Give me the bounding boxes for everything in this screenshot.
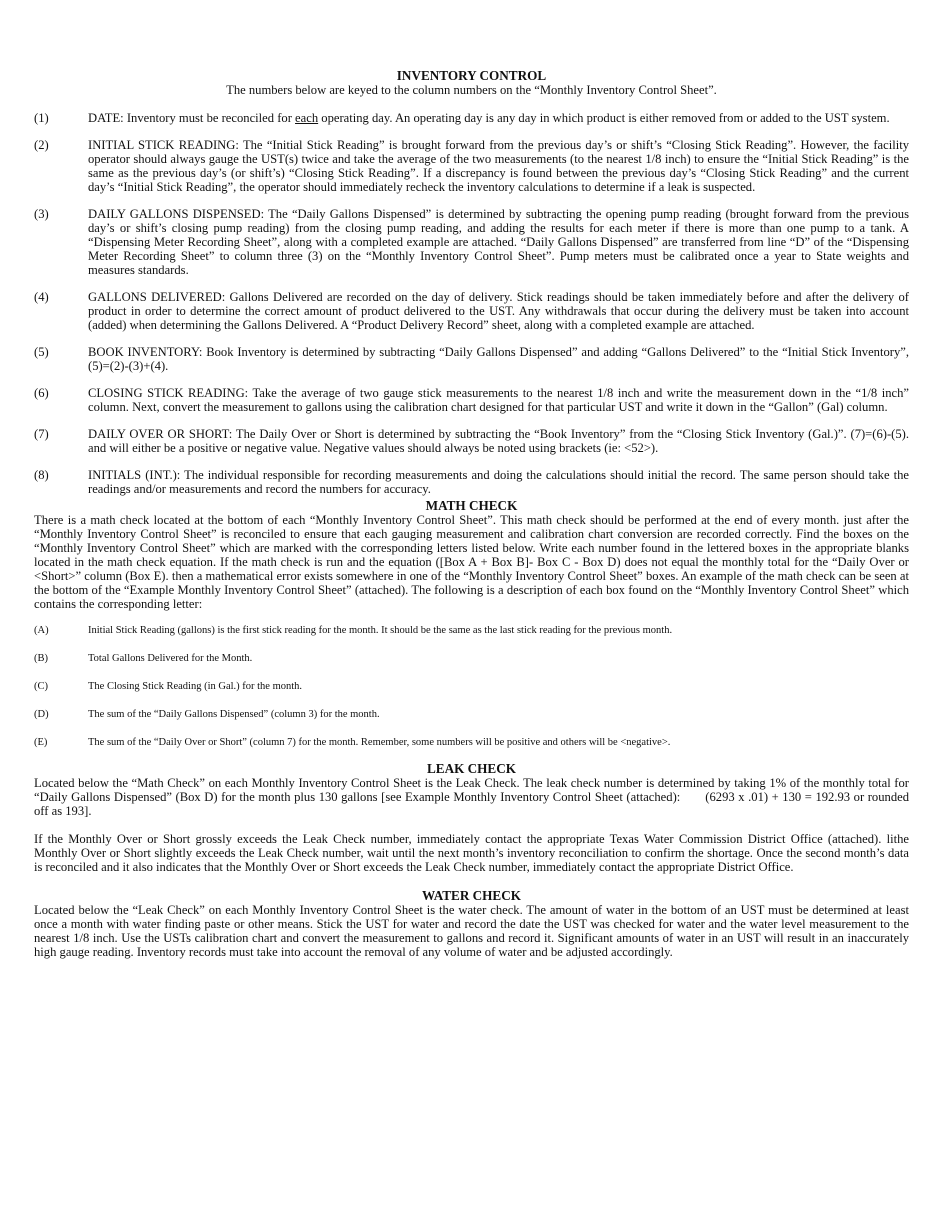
item-text: CLOSING STICK READING: Take the average of two gauge stick measurements to the nearest 1/8 inch and write the measurement down in the “1/8 inch” column. Next, convert the measurement to gallons using the calibration chart designed for that particular UST and write it down in the “Gallon” (Gal) column. <box>88 386 909 414</box>
list-item <box>34 290 909 332</box>
box-label: (E) <box>34 737 48 748</box>
box-text: The sum of the “Daily Over or Short” (column 7) for the month. Remember, some numbers will be positive and others will be <negative>. <box>88 737 671 748</box>
item-text: INITIAL STICK READING: The “Initial Stick Reading” is brought forward from the previous day’s or shift’s “Closing Stick Reading”. However, the facility operator should always gauge the UST(s) twice and take the average of the two measurements (to the nearest 1/8 inch) to ensure the “Initial Stick Reading” is the same as the previous day’s (or shift’s) “Closing Stick Reading”. If a discrepancy is found between the previous day’s “Closing Stick Reading” and the current day’s “Initial Stick Reading”, the operator should immediately recheck the inventory calculations to determine if a leak is suspected. <box>88 138 909 194</box>
box-item <box>34 625 909 637</box>
item-text <box>88 111 909 125</box>
box-label: (C) <box>34 681 48 692</box>
document-page <box>34 68 913 959</box>
math-check-heading: MATH CHECK <box>425 498 518 513</box>
box-item <box>34 653 909 665</box>
item-number: (7) <box>34 427 49 441</box>
box-text: Total Gallons Delivered for the Month. <box>88 653 253 664</box>
item-text: GALLONS DELIVERED: Gallons Delivered are recorded on the day of delivery. Stick readings should be taken immediately before and after the delivery of product in order to determine the correct amount of product delivered to the UST. Any withdrawals that occur during the delivery must be taken into account (added) when determining the Gallons Delivered. A “Product Delivery Record” sheet, along with a completed example are attached. <box>88 290 909 332</box>
item-number: (2) <box>34 138 49 152</box>
list-item <box>34 386 909 414</box>
item-text-pre: DATE: Inventory must be reconciled for <box>88 111 296 125</box>
box-item <box>34 681 909 693</box>
list-item <box>34 468 909 496</box>
list-item <box>34 207 909 277</box>
box-text: The Closing Stick Reading (in Gal.) for the month. <box>88 681 303 692</box>
item-number: (8) <box>34 468 49 482</box>
box-label: (A) <box>34 625 49 636</box>
water-check-body: Located below the “Leak Check” on each Monthly Inventory Control Sheet is the water check. The amount of water in the bottom of an UST must be determined at least once a month with water finding paste or other means. Stick the UST for water and record the date the UST was checked for water and the water level measurement to the nearest 1/8 inch. Use the USTs calibration chart and convert the measurement to gallons and record it. Significant amounts of water in an UST will result in an inaccurately high gauge reading. Inventory records must take into account the removal of any volume of water and be adjusted accordingly. <box>34 903 909 959</box>
item-text-post: operating day. An operating day is any day in which product is either removed from or added to the UST system. <box>318 111 890 125</box>
box-text: The sum of the “Daily Gallons Dispensed” (column 3) for the month. <box>88 709 380 720</box>
page-title: INVENTORY CONTROL <box>396 68 547 83</box>
box-label: (B) <box>34 653 48 664</box>
item-number: (1) <box>34 111 49 125</box>
list-item <box>34 111 909 125</box>
list-item <box>34 138 909 194</box>
leak-check-paragraph-1: Located below the “Math Check” on each Monthly Inventory Control Sheet is the Leak Check. The leak check number is determined by taking 1% of the monthly total for “Daily Gallons Dispensed” (Box D) for the month plus 130 gallons [see Example Monthly Inventory Control Sheet (attached): (6293 x .01) + 130 = 192.93 or rounded off as 193]. <box>34 776 913 818</box>
leak-check-heading: LEAK CHECK <box>426 761 517 776</box>
box-text: Initial Stick Reading (gallons) is the first stick reading for the month. It should be the same as the last stick reading for the previous month. <box>88 625 673 636</box>
item-number: (4) <box>34 290 49 304</box>
item-number: (5) <box>34 345 49 359</box>
box-item <box>34 737 909 749</box>
item-number: (3) <box>34 207 49 221</box>
item-text: INITIALS (INT.): The individual responsible for recording measurements and doing the calculations should initial the record. The same person should take the readings and/or measurements and record the numbers for accuracy. <box>88 468 909 496</box>
page-subtitle: The numbers below are keyed to the column numbers on the “Monthly Inventory Control Sheet”. <box>226 83 717 97</box>
item-text: DAILY OVER OR SHORT: The Daily Over or Short is determined by subtracting the “Book Inventory” from the “Closing Stick Inventory (Gal.)”. (7)=(6)-(5). and will either be a positive or negative value. Negative values should always be noted using brackets (ie: <52>). <box>88 427 909 455</box>
box-label: (D) <box>34 709 49 720</box>
item-text-underlined: each <box>295 111 319 125</box>
item-text: DAILY GALLONS DISPENSED: The “Daily Gallons Dispensed” is determined by subtracting the opening pump reading (brought forward from the previous day’s or shift’s closing pump reading) from the closing pump reading, and adding the results for each meter if there is more than one pump to a tank. A “Dispensing Meter Recording Sheet”, along with a completed example are attached. “Daily Gallons Dispensed” are transferred from line “D” of the “Dispensing Meter Recording Sheet” to column three (3) on the “Monthly Inventory Control Sheet”. Pump meters must be calibrated once a year to State weights and measures standards. <box>88 207 909 277</box>
list-item <box>34 345 909 373</box>
box-item <box>34 709 909 721</box>
item-text: BOOK INVENTORY: Book Inventory is determined by subtracting “Daily Gallons Dispensed” and adding “Gallons Delivered” to the “Initial Stick Inventory”, (5)=(2)-(3)+(4). <box>88 345 909 373</box>
leak-check-paragraph-2: If the Monthly Over or Short grossly exceeds the Leak Check number, immediately contact the appropriate Texas Water Commission District Office (attached). lithe Monthly Over or Short slightly exceeds the Leak Check number, wait until the next month’s inventory reconciliation to confirm the shortage. Once the second month’s data is reconciled and it also indicates that the Monthly Over or Short exceeds the Leak Check number, immediately contact the appropriate District Office. <box>34 832 909 874</box>
list-item <box>34 427 909 455</box>
water-check-heading: WATER CHECK <box>421 888 522 903</box>
math-check-body: There is a math check located at the bottom of each “Monthly Inventory Control Sheet”. This math check should be performed at the end of every month. just after the “Monthly Inventory Control Sheet” is reconciled to ensure that each gauging measurement and calibration chart conversion are recorded correctly. Find the boxes on the “Monthly Inventory Control Sheet” which are marked with the corresponding letters listed below. Write each number found in the lettered boxes in the appropriate blanks located in the math check equation. If the math check is run and the equation ([Box A + Box B]- Box C - Box D) does not equal the monthly total for the “Daily Over or <Short>” column (Box E). then a mathematical error exists somewhere in one of the “Monthly Inventory Control Sheet” boxes. An example of the math check can be seen at the bottom of the “Example Monthly Inventory Control Sheet” (attached). The following is a description of each box found on the “Monthly Inventory Control Sheet” which contains the corresponding letter: <box>34 513 909 611</box>
item-number: (6) <box>34 386 49 400</box>
